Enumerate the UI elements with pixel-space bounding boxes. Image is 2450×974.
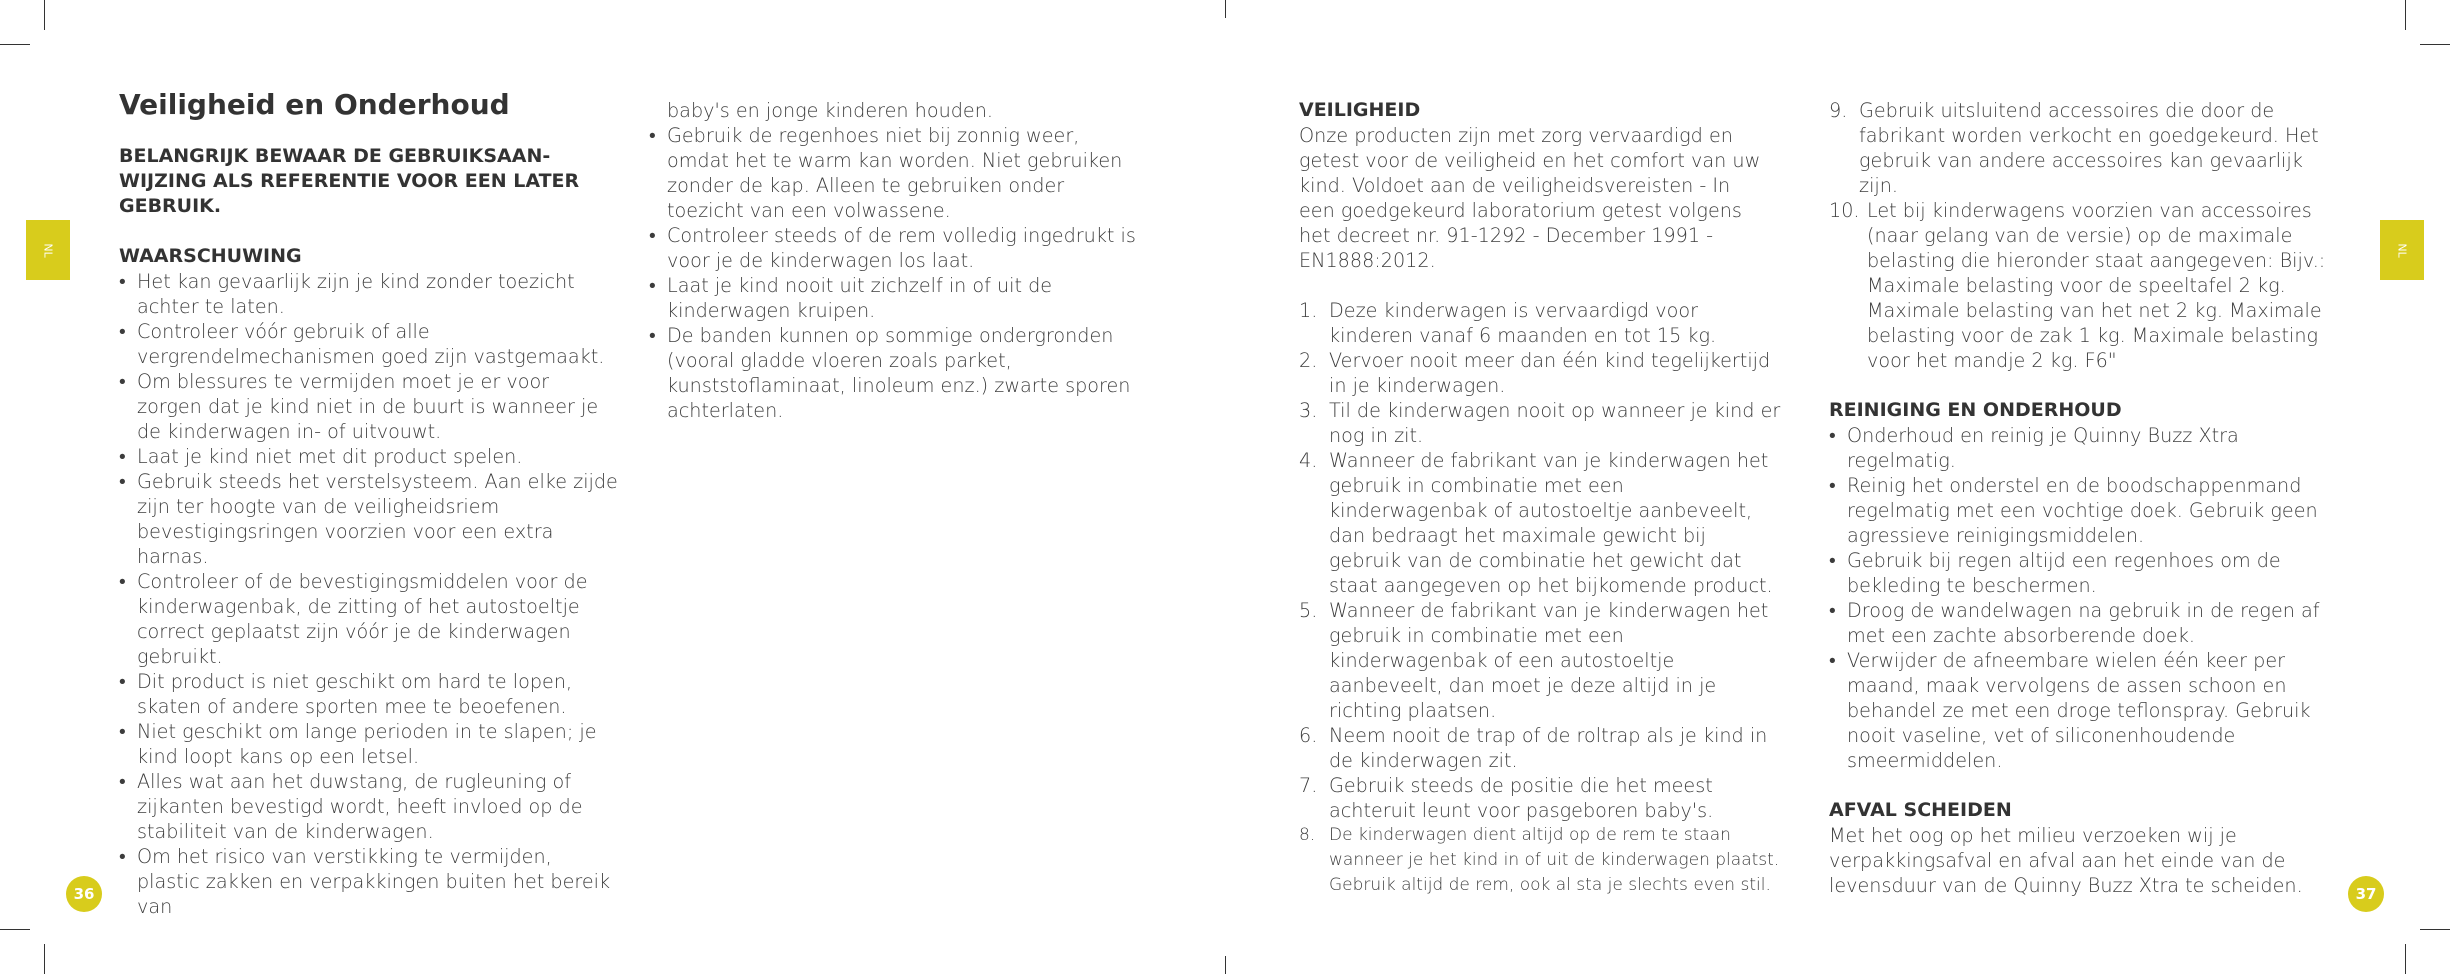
crop-mark bbox=[0, 929, 30, 930]
crop-mark bbox=[2405, 0, 2406, 30]
safety-list bbox=[1299, 298, 1783, 898]
list-item: 3. Til de kinderwagen nooit op wanneer je kind er nog in zit. bbox=[1299, 399, 1781, 447]
column-3 bbox=[1299, 98, 1783, 898]
list-item: 5. Wanneer de fabrikant van je kinderwagen het gebruik in combinatie met een kinderwagenbak of een autostoeltje aanbeveelt, dan moet je deze altijd in je richting plaatsen. bbox=[1299, 599, 1769, 722]
list-item: • Controleer of de bevestigingsmiddelen voor de kinderwagenbak, de zitting of het autostoeltje correct geplaatst zijn vóór je de kinderwagen gebruikt. bbox=[119, 569, 619, 669]
list-item: • Droog de wandelwagen na gebruik in de regen af met een zachte absorberende doek. bbox=[1829, 598, 2329, 648]
page-number-left: 36 bbox=[66, 876, 102, 912]
list-item: • Niet geschikt om lange perioden in te slapen; je kind loopt kans op een letsel. bbox=[119, 719, 619, 769]
continuation-text: baby's en jonge kinderen houden. bbox=[667, 99, 993, 122]
list-item: • Onderhoud en reinig je Quinny Buzz Xtra regelmatig. bbox=[1829, 423, 2329, 473]
column-2 bbox=[649, 98, 1141, 423]
crop-mark bbox=[2420, 929, 2450, 930]
crop-mark bbox=[44, 0, 45, 30]
language-tab-left: NL bbox=[26, 220, 70, 280]
list-item: 9. Gebruik uitsluitend accessoires die door de fabrikant worden verkocht en goedgekeurd. Het gebruik van andere accessoires kan gevaarlijk zijn. bbox=[1829, 99, 2319, 197]
list-item: 2. Vervoer nooit meer dan één kind tegelijkertijd in je kinderwagen. bbox=[1299, 349, 1771, 397]
waste-heading: AFVAL SCHEIDEN bbox=[1829, 799, 2012, 821]
warning-heading: WAARSCHUWING bbox=[119, 245, 302, 267]
crop-mark bbox=[1225, 0, 1226, 18]
column-4 bbox=[1829, 98, 2329, 898]
list-item: 6. Neem nooit de trap of de roltrap als je kind in de kinderwagen zit. bbox=[1299, 724, 1768, 772]
list-item: • Controleer steeds of de rem volledig ingedrukt is voor je de kinderwagen los laat. bbox=[649, 223, 1141, 273]
crop-mark bbox=[1225, 956, 1226, 974]
column-1 bbox=[119, 88, 619, 919]
list-item: • Gebruik steeds het verstelsysteem. Aan elke zijde zijn ter hoogte van de veiligheidsriem bevestigingsringen voorzien voor een extra harnas. bbox=[119, 469, 619, 569]
crop-mark bbox=[0, 44, 30, 45]
waste-text: Met het oog op het milieu verzoeken wij je verpakkingsafval en afval aan het einde van de levensduur van de Quinny Buzz Xtra te scheiden. bbox=[1829, 824, 2303, 897]
list-item: 1. Deze kinderwagen is vervaardigd voor kinderen vanaf 6 maanden en tot 15 kg. bbox=[1299, 299, 1717, 347]
list-item: • De banden kunnen op sommige ondergronden (vooral gladde vloeren zoals parket, kunststoflaminaat, linoleum enz.) zwarte sporen achterlaten. bbox=[649, 323, 1141, 423]
list-item: • Laat je kind nooit uit zichzelf in of uit de kinderwagen kruipen. bbox=[649, 273, 1141, 323]
crop-mark bbox=[2420, 44, 2450, 45]
list-item: • Om het risico van verstikking te vermijden, plastic zakken en verpakkingen buiten het bereik van bbox=[119, 844, 619, 919]
list-item: 10. Let bij kinderwagens voorzien van accessoires (naar gelang van de versie) op de maximale belasting die hieronder staat aangegeven: Bijv.: Maximale belasting voor de speeltafel 2 kg. Maximale belasting van het net 2 kg. Maximale belasting voor de zak 1 kg. Maximale belasting voor het mandje 2 kg. F6" bbox=[1829, 199, 2326, 372]
list-item: • Laat je kind niet met dit product spelen. bbox=[119, 444, 619, 469]
list-item: • Verwijder de afneembare wielen één keer per maand, maak vervolgens de assen schoon en behandel ze met een droge teflonspray. Gebruik nooit vaseline, vet of siliconenhoudende smeermiddelen. bbox=[1829, 648, 2329, 773]
list-item: • Om blessures te vermijden moet je er voor zorgen dat je kind niet in de buurt is wanneer je de kinderwagen in- of uitvouwt. bbox=[119, 369, 619, 444]
list-item: • Het kan gevaarlijk zijn je kind zonder toezicht achter te laten. bbox=[119, 269, 619, 319]
warning-list bbox=[119, 269, 619, 919]
list-item: • Reinig het onderstel en de boodschappenmand regelmatig met een vochtige doek. Gebruik geen agressieve reinigingsmiddelen. bbox=[1829, 473, 2329, 548]
warning-list-continued bbox=[649, 123, 1141, 423]
list-item: • Controleer vóór gebruik of alle vergrendelmechanismen goed zijn vastgemaakt. bbox=[119, 319, 619, 369]
list-item: 7. Gebruik steeds de positie die het meest achteruit leunt voor pasgeboren baby's. bbox=[1299, 774, 1714, 822]
safety-intro: Onze producten zijn met zorg vervaardigd en getest voor de veiligheid en het comfort van uw kind. Voldoet aan de veiligheidsvereisten - In een goedgekeurd laboratorium getest volgens het decreet nr. 91-1292 - December 1991 - EN1888:2012. bbox=[1299, 124, 1761, 272]
crop-mark bbox=[2405, 944, 2406, 974]
important-notice: BELANGRIJK BEWAAR DE GEBRUIKSAAN-WIJZING ALS REFERENTIE VOOR EEN LATER GEBRUIK. bbox=[119, 145, 580, 217]
list-item: • Dit product is niet geschikt om hard te lopen, skaten of andere sporten mee te beoefenen. bbox=[119, 669, 619, 719]
page-title: Veiligheid en Onderhoud bbox=[119, 88, 510, 121]
list-item: 4. Wanneer de fabrikant van je kinderwagen het gebruik in combinatie met een kinderwagenbak of autostoeltje aanbeveelt, dan bedraagt het maximale gewicht bij gebruik van de combinatie het gewicht dat staat aangegeven op het bijkomende product. bbox=[1299, 449, 1773, 597]
crop-mark bbox=[44, 944, 45, 974]
language-tab-right: NL bbox=[2380, 220, 2424, 280]
list-item: • Alles wat aan het duwstang, de rugleuning of zijkanten bevestigd wordt, heeft invloed op de stabiliteit van de kinderwagen. bbox=[119, 769, 619, 844]
safety-heading: VEILIGHEID bbox=[1299, 99, 1421, 121]
list-item: 8. De kinderwagen dient altijd op de rem te staan wanneer je het kind in of uit de kinderwagen plaatst. Gebruik altijd de rem, ook al sta je slechts even stil. bbox=[1299, 825, 1780, 895]
list-item: • Gebruik bij regen altijd een regenhoes om de bekleding te beschermen. bbox=[1829, 548, 2329, 598]
cleaning-heading: REINIGING EN ONDERHOUD bbox=[1829, 399, 2122, 421]
cleaning-list bbox=[1829, 423, 2329, 773]
safety-list-continued bbox=[1829, 98, 2329, 373]
page-number-right: 37 bbox=[2348, 876, 2384, 912]
list-item: • Gebruik de regenhoes niet bij zonnig weer, omdat het te warm kan worden. Niet gebruiken zonder de kap. Alleen te gebruiken onder toezicht van een volwassene. bbox=[649, 123, 1141, 223]
